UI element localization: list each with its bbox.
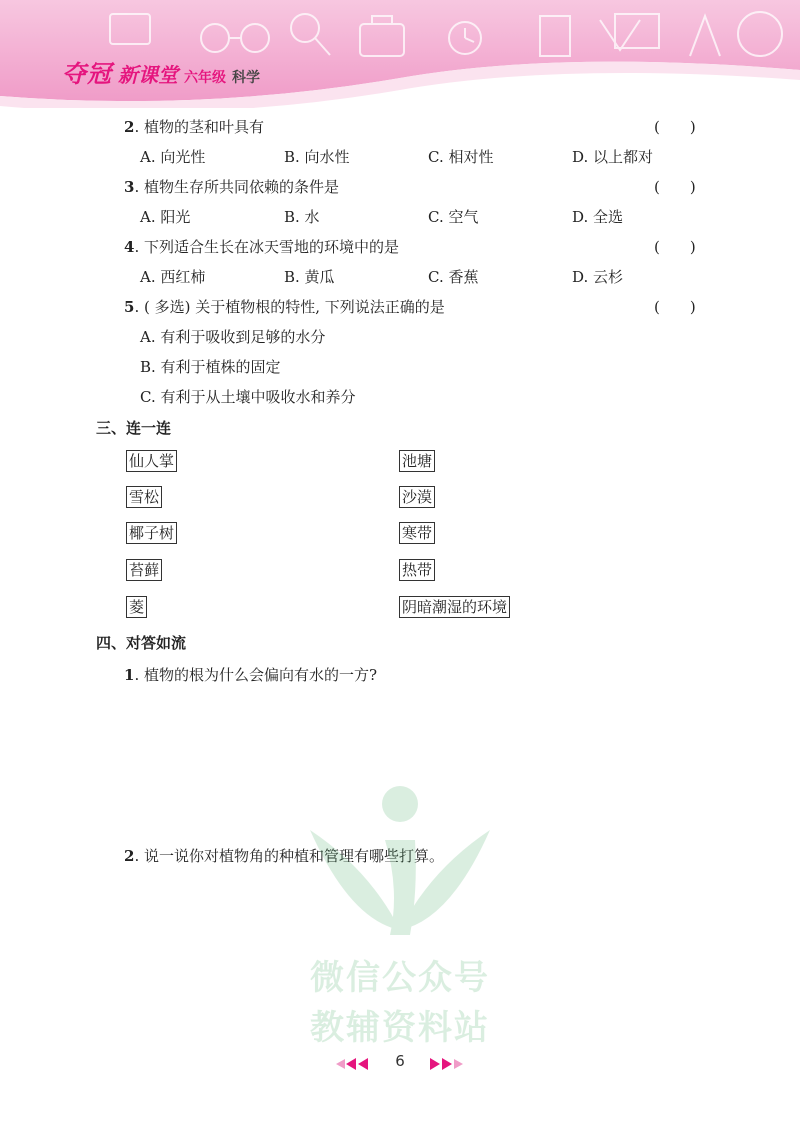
match-left-item[interactable]: 仙人掌	[126, 450, 177, 472]
question-4	[124, 236, 399, 257]
question-text: . 植物的根为什么会偏向有水的一方?	[134, 666, 378, 684]
question-number: 5	[124, 298, 135, 316]
brand-sub: 新课堂	[118, 63, 178, 87]
option-d: D. 云杉	[572, 268, 624, 286]
option-c: C. 香蕉	[428, 268, 479, 286]
question-2	[124, 116, 264, 137]
brand	[62, 54, 260, 89]
match-right-item[interactable]: 阴暗潮湿的环境	[399, 596, 510, 618]
answer-parentheses[interactable]: ( )	[654, 238, 696, 256]
option-b: B. 向水性	[284, 148, 350, 166]
match-left-item[interactable]: 椰子树	[126, 522, 177, 544]
question-number: 4	[124, 238, 135, 256]
question-text: . 植物的茎和叶具有	[134, 118, 264, 136]
question-text: . 植物生存所共同依赖的条件是	[134, 178, 339, 196]
page-header	[0, 0, 800, 108]
match-left-item[interactable]: 雪松	[126, 486, 162, 508]
match-right-item[interactable]: 沙漠	[399, 486, 435, 508]
qa-question-1	[124, 664, 377, 685]
brand-main: 夺冠	[62, 60, 112, 88]
match-right-item[interactable]: 池塘	[399, 450, 435, 472]
question-3	[124, 176, 339, 197]
option-a: A. 西红柿	[140, 268, 206, 286]
option-c: C. 有利于从土壤中吸收水和养分	[140, 388, 356, 406]
option-d: D. 以上都对	[572, 148, 654, 166]
question-text: . 下列适合生长在冰天雪地的环境中的是	[134, 238, 399, 256]
subject-label: 科学	[232, 70, 260, 86]
arrow-right-icon	[454, 1059, 463, 1069]
option-b: B. 有利于植株的固定	[140, 358, 281, 376]
option-a: A. 向光性	[140, 148, 206, 166]
section-title-matching: 三、连一连	[96, 419, 172, 437]
page-footer	[0, 1052, 800, 1078]
question-number: 1	[124, 666, 135, 684]
option-a: A. 阳光	[140, 208, 191, 226]
question-number: 2	[124, 118, 135, 136]
watermark-line-1: 微信公众号	[310, 958, 490, 998]
answer-parentheses[interactable]: ( )	[654, 298, 696, 316]
match-left-item[interactable]: 菱	[126, 596, 147, 618]
option-c: C. 空气	[428, 208, 479, 226]
question-5	[124, 296, 445, 317]
watermark-logo-icon	[290, 780, 510, 940]
option-d: D. 全选	[572, 208, 624, 226]
question-number: 2	[124, 847, 135, 865]
arrow-left-icon	[358, 1058, 368, 1070]
answer-parentheses[interactable]: ( )	[654, 178, 696, 196]
question-text: . ( 多选) 关于植物根的特性, 下列说法正确的是	[134, 298, 445, 316]
page-number: 6	[395, 1052, 405, 1070]
option-b: B. 水	[284, 208, 320, 226]
arrow-left-icon	[336, 1059, 345, 1069]
answer-parentheses[interactable]: ( )	[654, 118, 696, 136]
question-text: . 说一说你对植物角的种植和管理有哪些打算。	[134, 847, 444, 865]
grade-label: 六年级	[184, 70, 226, 86]
question-number: 3	[124, 178, 135, 196]
watermark-line-2: 教辅资料站	[310, 1008, 490, 1048]
option-a: A. 有利于吸收到足够的水分	[140, 328, 326, 346]
section-title-qa: 四、对答如流	[96, 634, 187, 652]
match-right-item[interactable]: 寒带	[399, 522, 435, 544]
watermark	[290, 780, 510, 1050]
arrow-left-icon	[346, 1058, 356, 1070]
arrow-right-icon	[442, 1058, 452, 1070]
option-b: B. 黄瓜	[284, 268, 335, 286]
option-c: C. 相对性	[428, 148, 494, 166]
match-left-item[interactable]: 苔藓	[126, 559, 162, 581]
arrow-right-icon	[430, 1058, 440, 1070]
match-right-item[interactable]: 热带	[399, 559, 435, 581]
